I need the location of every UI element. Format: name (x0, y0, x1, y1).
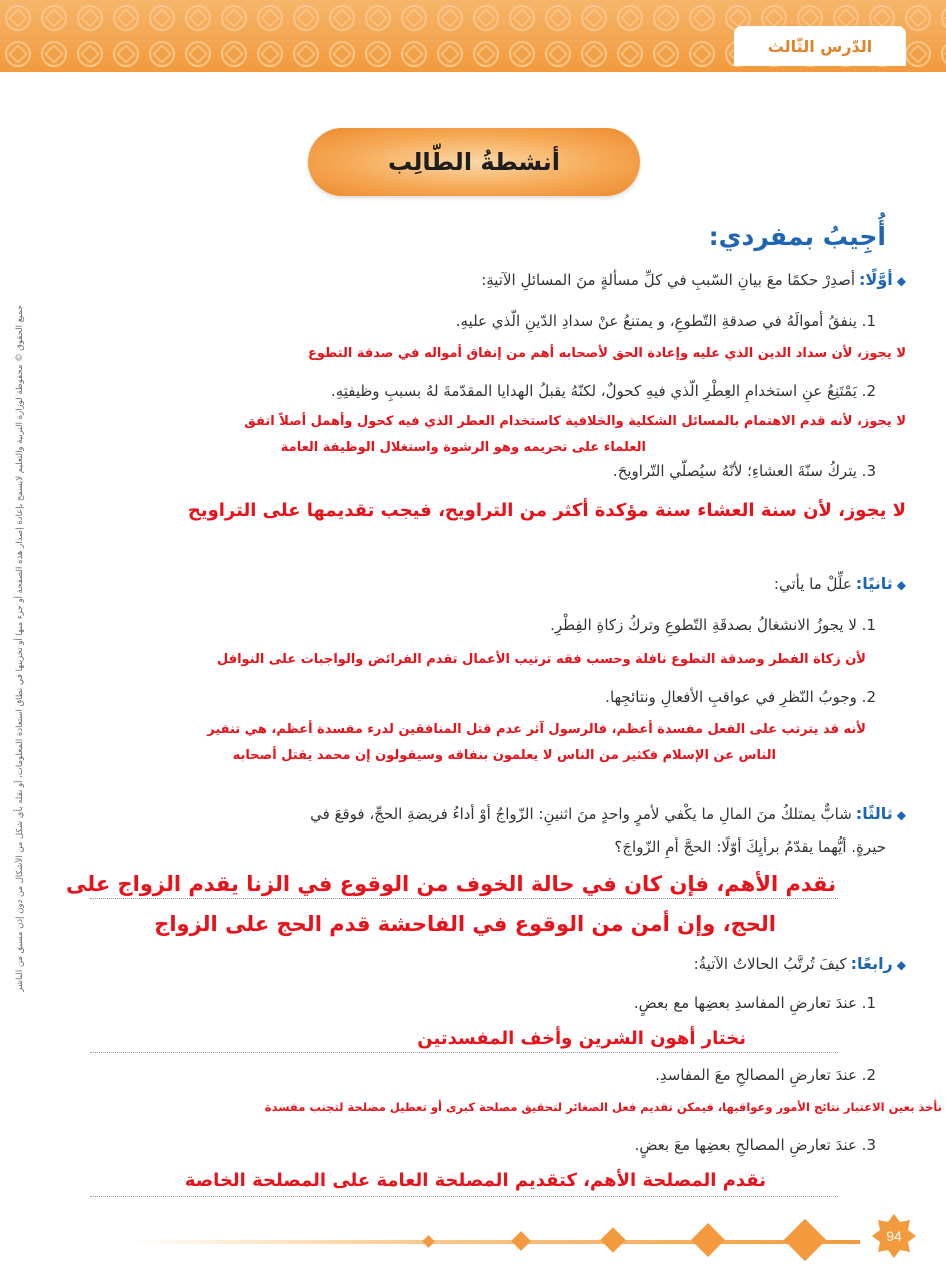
q4-answer-1: نختار أهون الشرين وأخف المفسدتين (417, 1028, 746, 1049)
q2-answer-1: لأن زكاة الفطر وصدقة التطوع نافلة وحسب فقه ترتيب الأعمال تقدم الفرائض والواجبات على النوافل (216, 652, 866, 667)
question-1: ◆أوَّلًا:أصدِرْ حكمًا معَ بيانِ السّببِ في كلِّ مسألةٍ منَ المسائلِ الآتيةِ: (481, 270, 906, 289)
q1-item-2: 2. يَمْتَنِعُ عنِ استخدامِ العِطْرِ الّذي فيهِ كحولٌ، لكنّهُ يقبلُ الهدايا المقدّمةَ لهُ بسببِ وظيفتِهِ. (330, 382, 876, 400)
bullet-icon: ◆ (896, 578, 906, 592)
q1-item-1: 1. ينفقُ أموالَهُ في صدقةِ التّطوعِ، و يمتنعُ عنْ سدادِ الدّينِ الّذي عليهِ. (455, 312, 876, 330)
q2-answer-2-line2: الناس عن الإسلام فكثير من الناس لا يعلمون بنفاقه وسيقولون إن محمد يقتل أصحابه (232, 748, 776, 763)
question-4: ◆رابعًا:كيفَ تُرتَّبُ الحالاتُ الآتيةُ: (693, 954, 906, 973)
footer-diamond-icon (511, 1231, 531, 1251)
q1-item-3: 3. يتركُ سنّةَ العشاءِ؛ لأنّهُ سيُصلّي التّراويحَ. (612, 462, 876, 480)
header-band (0, 0, 946, 72)
question-3: ◆ثالثًا:شابٌّ يمتلكُ منَ المالِ ما يكْفي لأمرٍ واحدٍ منَ اثنينِ: الزّواجُ أوْ أداءُ فريضةِ الحجِّ، فوقعَ في (310, 804, 906, 823)
copyright-vertical: جميع الحقوق © محفوظة لوزارة التربية والتعليم لايسمح بإعادة إصدار هذه الصفحة أو جزء منها أو تخزينها في نطاق استعادة المعلومات، أو نقله بأي شكل من الأشكال من دون إذن مسبق من الناشر (15, 305, 25, 992)
footer-diamond-icon (691, 1223, 725, 1257)
footer-diamond-icon (600, 1227, 625, 1252)
q4-answer-3: نقدم المصلحة الأهم، كتقديم المصلحة العامة على المصلحة الخاصة (184, 1170, 766, 1191)
q3-answer-line1: نقدم الأهم، فإن كان في حالة الخوف من الوقوع في الزنا يقدم الزواج على (66, 872, 836, 896)
q4-item-1: 1. عندَ تعارضِ المفاسدِ بعضِها مع بعضٍ. (633, 994, 876, 1012)
activities-title: أنشطةُ الطّالِب (308, 128, 640, 196)
q2-answer-2-line1: لأنه قد يترتب على الفعل مفسدة أعظم، فالرسول آثر عدم قتل المنافقين لدرء مفسدة أعظم، هي تنفير (207, 722, 866, 737)
q4-item-2: 2. عندَ تعارضِ المصالحِ معَ المفاسدِ. (655, 1066, 876, 1084)
q2-item-1: 1. لا يجوزُ الانشغالُ بصدقَةِ التّطوعِ وتركُ زكاةِ الفِطْرِ. (550, 616, 876, 634)
bullet-icon: ◆ (896, 958, 906, 972)
footer-line (130, 1240, 860, 1244)
page-number: 94 (886, 1228, 902, 1244)
q2-item-2: 2. وجوبُ النّظرِ في عواقبِ الأفعالِ ونتائجِها. (605, 688, 876, 706)
section-heading: أُجِيبُ بمفردي: (708, 222, 886, 251)
answer-dotted-line (90, 1196, 838, 1197)
q4-answer-2: نأخذ بعين الاعتبار نتائج الأمور وعواقبها، فيمكن تقديم فعل الصغائر لتحقيق مصلحة كبرى أو تعطيل مصلحة لتجنب مفسدة (264, 1100, 942, 1114)
footer-diamond-icon (784, 1219, 826, 1261)
q3-answer-line2: الحج، وإن أمن من الوقوع في الفاحشة قدم الحج على الزواج (154, 912, 776, 936)
footer-diamond-icon (422, 1235, 435, 1248)
q4-item-3: 3. عندَ تعارضِ المصالحِ بعضِها معَ بعضٍ. (634, 1136, 876, 1154)
q1-answer-2-line2: العلماء على تحريمه وهو الرشوة واستغلال الوظيفة العامة (280, 440, 646, 455)
q1-answer-1: لا يجوز، لأن سداد الدين الذي عليه وإعادة الحق لأصحابه أهم من إنفاق أمواله في صدقة التطوع (308, 346, 906, 361)
lesson-tab[interactable]: الدّرس الثّالث (734, 26, 906, 66)
answer-dotted-line (90, 898, 838, 899)
q1-answer-3: لا يجوز، لأن سنة العشاء سنة مؤكدة أكثر من التراويح، فيجب تقديمها على التراويح (187, 500, 906, 521)
bullet-icon: ◆ (896, 808, 906, 822)
q1-answer-2-line1: لا يجوز، لأنه قدم الاهتمام بالمسائل الشكلية والخلافية كاستخدام العطر الذي فيه كحول وأهمل أصلاً اتفق (244, 414, 906, 429)
bullet-icon: ◆ (896, 274, 906, 288)
answer-dotted-line (90, 1052, 838, 1053)
question-3-line2: حيرةٍ. أيُّهما يقدّمُ برأيِكَ أوّلًا: الحجَّ أمِ الزّواجَ؟ (614, 838, 886, 856)
question-2: ◆ثانيًا:علِّلْ ما يأتي: (773, 574, 906, 593)
